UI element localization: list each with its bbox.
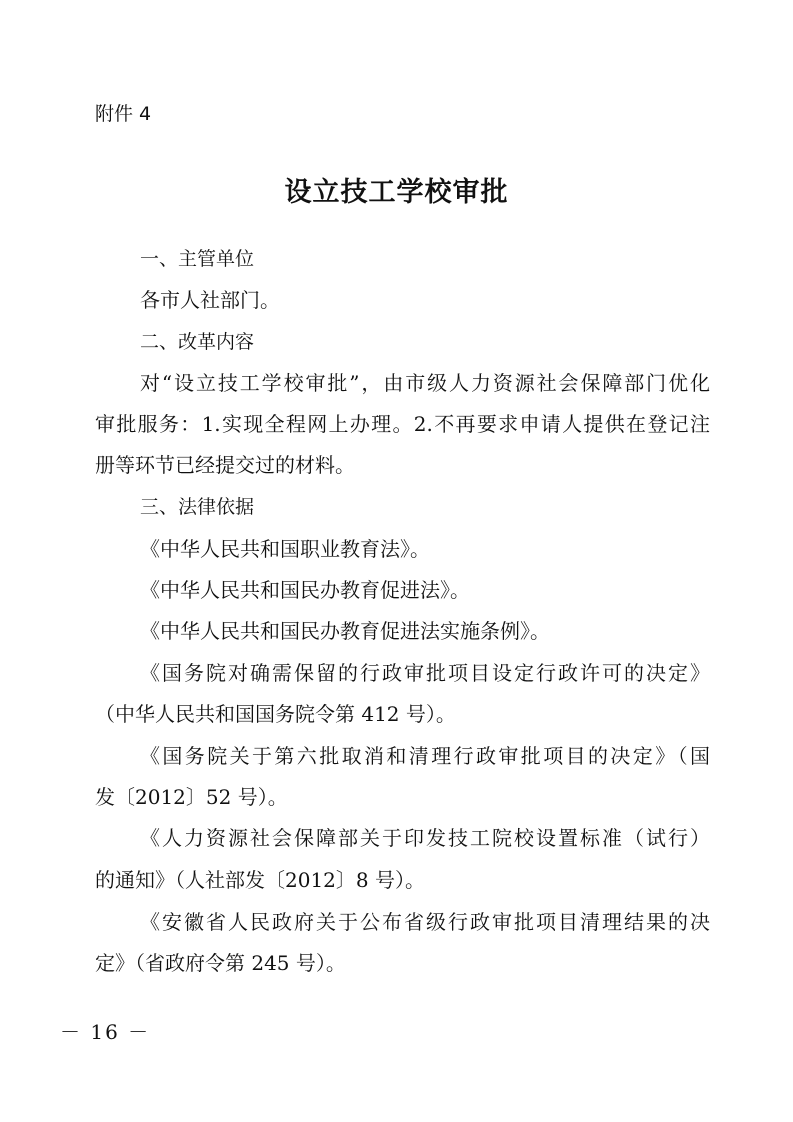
attachment-label: 附件 4 [95, 103, 152, 125]
law-item-3: 《中华人民共和国民办教育促进法实施条例》。 [140, 619, 550, 643]
law-item-2: 《中华人民共和国民办教育促进法》。 [140, 578, 470, 602]
section-2-body-line-3: 册等环节已经提交过的材料。 [95, 453, 355, 477]
law-item-7-line-1: 《安徽省人民政府关于公布省级行政审批项目清理结果的决 [140, 910, 710, 934]
law-item-4-line-2: （中华人民共和国国务院令第 412 号）。 [95, 702, 456, 726]
law-item-6-line-2: 的通知》（人社部发〔2012〕8 号）。 [95, 868, 425, 892]
section-1-heading: 一、主管单位 [140, 248, 255, 270]
law-item-1: 《中华人民共和国职业教育法》。 [140, 537, 430, 561]
law-item-5-line-1: 《国务院关于第六批取消和清理行政审批项目的决定》（国 [140, 744, 710, 768]
page-title: 设立技工学校审批 [284, 177, 509, 208]
law-item-6-line-1: 《人力资源社会保障部关于印发技工院校设置标准（试行） [140, 826, 710, 850]
law-item-5-line-2: 发〔2012〕52 号）。 [95, 785, 288, 809]
section-1-body: 各市人社部门。 [140, 288, 280, 312]
section-2-body-line-1: 对“设立技工学校审批”，由市级人力资源社会保障部门优化 [140, 371, 710, 395]
section-2-body-line-2: 审批服务：1.实现全程网上办理。2.不再要求申请人提供在登记注 [95, 412, 710, 436]
law-item-4-line-1: 《国务院对确需保留的行政审批项目设定行政许可的决定》 [140, 661, 710, 685]
section-2-heading: 二、改革内容 [140, 331, 255, 353]
page-number: － 16 － [60, 1020, 151, 1044]
section-3-heading: 三、法律依据 [140, 496, 255, 518]
law-item-7-line-2: 定》（省政府令第 245 号）。 [95, 951, 346, 975]
